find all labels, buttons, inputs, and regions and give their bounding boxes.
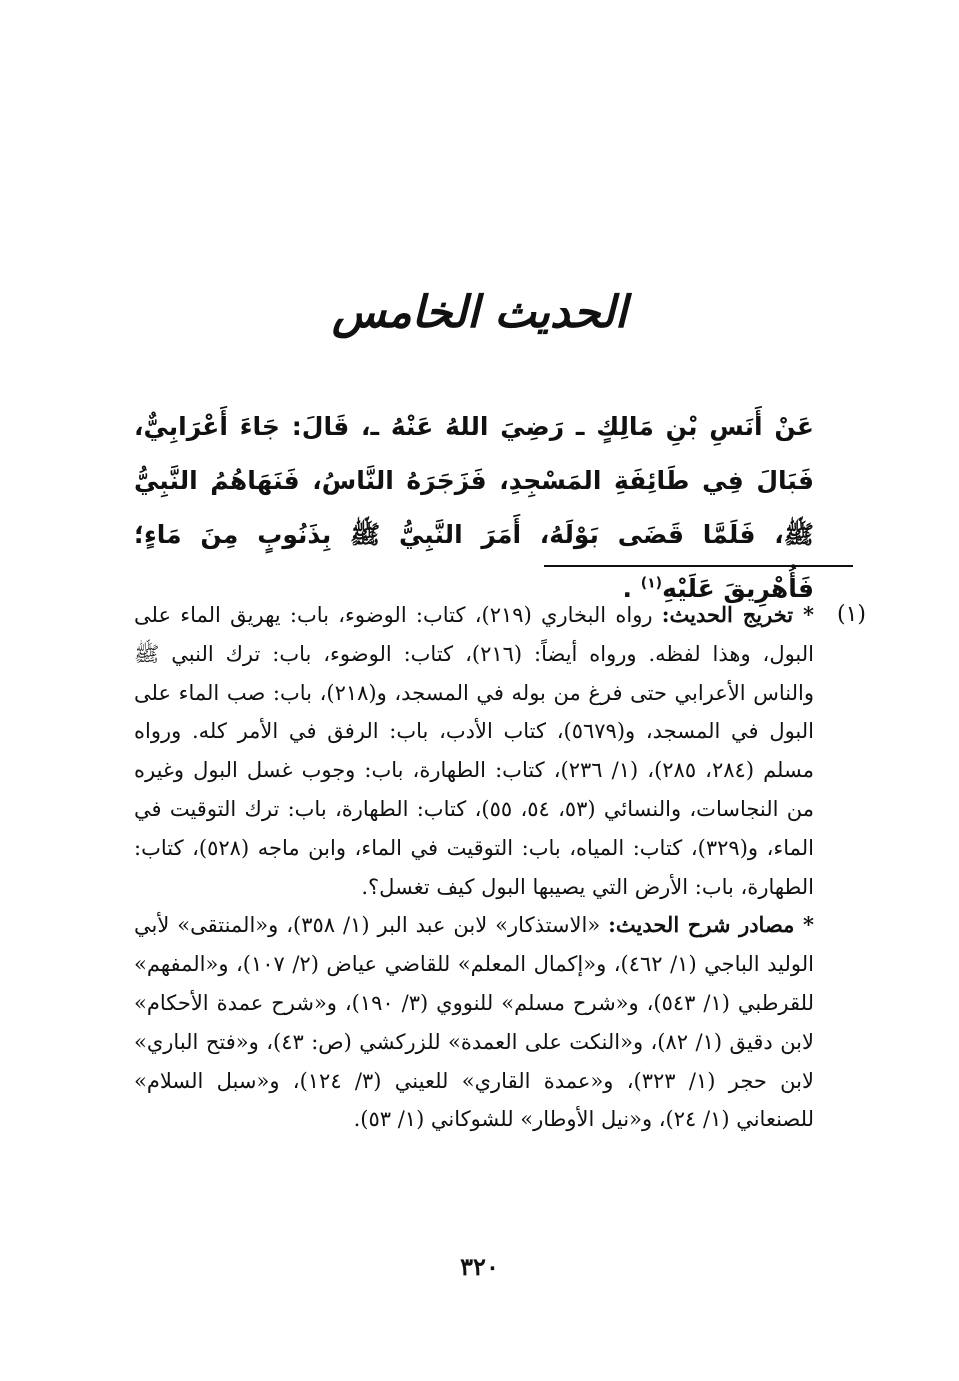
takhrij-label: * تخريج الحديث: bbox=[661, 602, 814, 627]
footnote-separator bbox=[544, 565, 853, 567]
hadith-text-block bbox=[134, 400, 814, 616]
hadith-paragraph bbox=[134, 400, 814, 616]
footnote-number: (١) bbox=[836, 602, 866, 627]
page-number: ٣٢٠ bbox=[460, 1252, 499, 1281]
masadir-paragraph bbox=[134, 906, 814, 1139]
takhrij-text: رواه البخاري (٢١٩)، كتاب: الوضوء، باب: يهريق الماء على البول، وهذا لفظه. ورواه أيضاً: (٢١٦)، كتاب: الوضوء، باب: ترك النبي ﷺ والناس الأعرابي حتى فرغ من بوله في المسجد، و(٢١٨)، باب: صب الماء على البول في المسجد، و(٥٦٧٩)، كتاب الأدب، باب: الرفق في الأمر كله. ورواه مسلم (٢٨٤، ٢٨٥)، (١/ ٢٣٦)، كتاب: الطهارة، باب: وجوب غسل البول وغيره من النجاسات، والنسائي (٥٣، ٥٤، ٥٥)، كتاب: الطهارة، باب: ترك التوقيت في الماء، و(٣٢٩)، كتاب: المياه، باب: التوقيت في الماء، وابن ماجه (٥٢٨)، كتاب: الطهارة، باب: الأرض التي يصيبها البول كيف تغسل؟. bbox=[134, 603, 815, 899]
masadir-text: «الاستذكار» لابن عبد البر (١/ ٣٥٨)، و«المنتقى» لأبي الوليد الباجي (١/ ٤٦٢)، و«إكمال المعلم» للقاضي عياض (٢/ ١٠٧)، و«المفهم» للقرطبي (١/ ٥٤٣)، و«شرح مسلم» للنووي (٣/ ١٩٠)، و«شرح عمدة الأحكام» لابن دقيق (١/ ٨٢)، و«النكت على العمدة» للزركشي (ص: ٤٣)، و«فتح الباري» لابن حجر (١/ ٣٢٣)، و«عمدة القاري» للعيني (٣/ ١٢٤)، و«سبل السلام» للصنعاني (١/ ٢٤)، و«نيل الأوطار» للشوكاني (١/ ٥٣). bbox=[134, 913, 815, 1132]
takhrij-paragraph bbox=[134, 596, 814, 906]
hadith-ending: . bbox=[622, 574, 632, 603]
masadir-label: * مصادر شرح الحديث: bbox=[608, 912, 814, 938]
footnote-block bbox=[134, 596, 814, 1139]
footnote-reference[interactable]: (١) bbox=[640, 575, 663, 592]
hadith-text: عَنْ أَنَسِ بْنِ مَالِكٍ ـ رَضِيَ اللهُ عَنْهُ ـ، قَالَ: جَاءَ أَعْرَابِيٌّ، فَبَالَ فِي طَائِفَةِ المَسْجِدِ، فَزَجَرَهُ النَّاسُ، فَنَهَاهُمُ النَّبِيُّ ﷺ، فَلَمَّا قَضَى بَوْلَهُ، أَمَرَ النَّبِيُّ ﷺ بِذَنُوبٍ مِنَ مَاءٍ؛ فَأُهْرِيقَ عَلَيْهِ bbox=[134, 412, 814, 603]
chapter-title: الحديث الخامس bbox=[331, 287, 627, 338]
